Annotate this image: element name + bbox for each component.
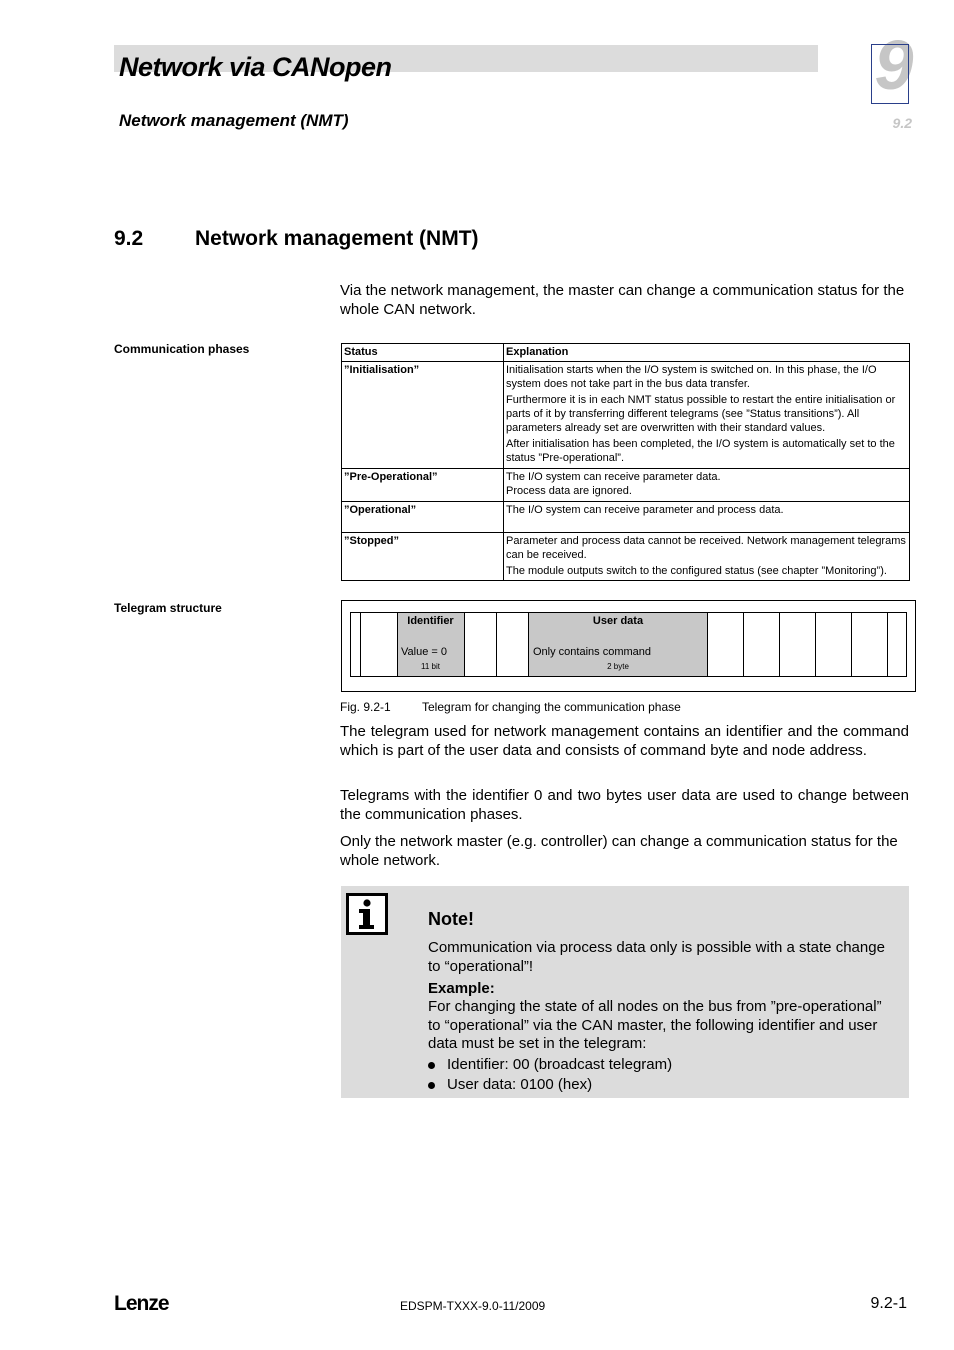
note-example-text: For changing the state of all nodes on the bus from ”pre-operational” to “operational” via the CAN master, the following identifier and user data must be set in the telegram:: [428, 998, 882, 1052]
telegram-field-divider: [851, 612, 852, 677]
note-example-label: Example:: [428, 980, 495, 997]
note-title: Note!: [428, 909, 474, 929]
telegram-field-divider: [528, 612, 529, 677]
telegram-top-line: [350, 612, 906, 613]
telegram-field-divider: [360, 612, 361, 677]
bullet-dot-icon: [428, 1082, 435, 1089]
status-cell: ”Initialisation”: [342, 362, 504, 469]
chapter-section-number: 9.2: [892, 115, 912, 131]
explanation-cell: [504, 469, 910, 502]
document-id: EDSPM-TXXX-9.0-11/2009: [400, 1299, 546, 1313]
explanation-line: Parameter and process data cannot be received. Network management telegrams can be received.: [506, 535, 906, 561]
note-text: Communication via process data only is possible with a state change to “operational”!: [428, 939, 885, 975]
explanation-cell: [504, 362, 910, 469]
userdata-label: User data: [592, 615, 644, 627]
brand-logo: Lenze: [114, 1292, 169, 1315]
identifier-bits: 11 bit: [421, 662, 440, 671]
intro-paragraph: Via the network management, the master can change a communication status for the whole CAN network.: [340, 282, 905, 318]
column-header-explanation: Explanation: [504, 344, 910, 362]
explanation-line: After initialisation has been completed, the I/O system is automatically set to the status ”Pre-operational”.: [506, 438, 895, 464]
figure-caption: Telegram for changing the communication phase: [422, 700, 681, 714]
telegram-field-divider: [496, 612, 497, 677]
table-row: [342, 533, 910, 581]
identifier-value: Value = 0: [401, 646, 447, 658]
list-item: [428, 1056, 898, 1073]
chapter-title: Network via CANopen: [119, 52, 392, 82]
bullet-dot-icon: [428, 1062, 435, 1069]
table-row: [342, 502, 910, 533]
telegram-userdata-field: [529, 613, 707, 676]
userdata-bytes: 2 byte: [607, 662, 629, 671]
telegram-field-divider: [707, 612, 708, 677]
status-cell: ”Operational”: [342, 502, 504, 533]
explanation-line: Furthermore it is in each NMT status possible to restart the entire initialisation or parts of it by transferring different telegrams (see ”Status transitions”). All parameters already set are overwritten with their standard values.: [506, 394, 896, 434]
telegram-bottom-line: [350, 676, 906, 677]
list-item-text: Identifier: 00 (broadcast telegram): [447, 1056, 673, 1073]
section-number: 9.2: [114, 227, 144, 250]
explanation-line: The I/O system can receive parameter and process data.: [506, 504, 784, 516]
side-label-communication-phases: Communication phases: [114, 342, 250, 356]
paragraph: Only the network master (e.g. controller) can change a communication status for the whole network.: [340, 833, 898, 869]
identifier-label: Identifier: [407, 615, 454, 627]
paragraph: Telegrams with the identifier 0 and two bytes user data are used to change between the communication phases.: [340, 787, 909, 823]
list-item: [428, 1076, 898, 1093]
table-header-row: [342, 344, 910, 362]
telegram-field-divider: [779, 612, 780, 677]
page-number: 9.2-1: [870, 1295, 907, 1312]
telegram-field-divider: [743, 612, 744, 677]
info-icon: [346, 893, 388, 935]
telegram-field-divider: [815, 612, 816, 677]
column-header-status: Status: [342, 344, 504, 362]
chapter-number: 9: [874, 26, 914, 104]
status-table: [341, 343, 910, 581]
explanation-line: The I/O system can receive parameter data.: [506, 471, 721, 483]
telegram-field-divider: [397, 612, 398, 677]
status-cell: ”Pre-Operational”: [342, 469, 504, 502]
telegram-field-divider: [464, 612, 465, 677]
explanation-cell: [504, 502, 910, 533]
side-label-telegram-structure: Telegram structure: [114, 601, 222, 615]
explanation-cell: [504, 533, 910, 581]
telegram-field-divider: [906, 612, 907, 677]
telegram-field-divider: [887, 612, 888, 677]
explanation-line: Initialisation starts when the I/O system is switched on. In this phase, the I/O system does not take part in the bus data transfer.: [506, 364, 877, 390]
explanation-line: The module outputs switch to the configured status (see chapter ”Monitoring”).: [506, 565, 887, 577]
section-heading: Network management (NMT): [195, 227, 479, 250]
figure-number: Fig. 9.2-1: [340, 700, 391, 714]
status-cell: ”Stopped”: [342, 533, 504, 581]
userdata-value: Only contains command: [533, 646, 651, 658]
telegram-field-divider: [350, 612, 351, 677]
paragraph: The telegram used for network management contains an identifier and the command which is part of the user data and consists of command byte and node address.: [340, 723, 909, 759]
table-row: [342, 469, 910, 502]
chapter-tab-frame: [871, 44, 909, 104]
list-item-text: User data: 0100 (hex): [447, 1076, 593, 1093]
table-row: [342, 362, 910, 469]
telegram-identifier-field: [397, 613, 464, 676]
section-subtitle: Network management (NMT): [119, 111, 349, 130]
explanation-line: Process data are ignored.: [506, 485, 632, 497]
